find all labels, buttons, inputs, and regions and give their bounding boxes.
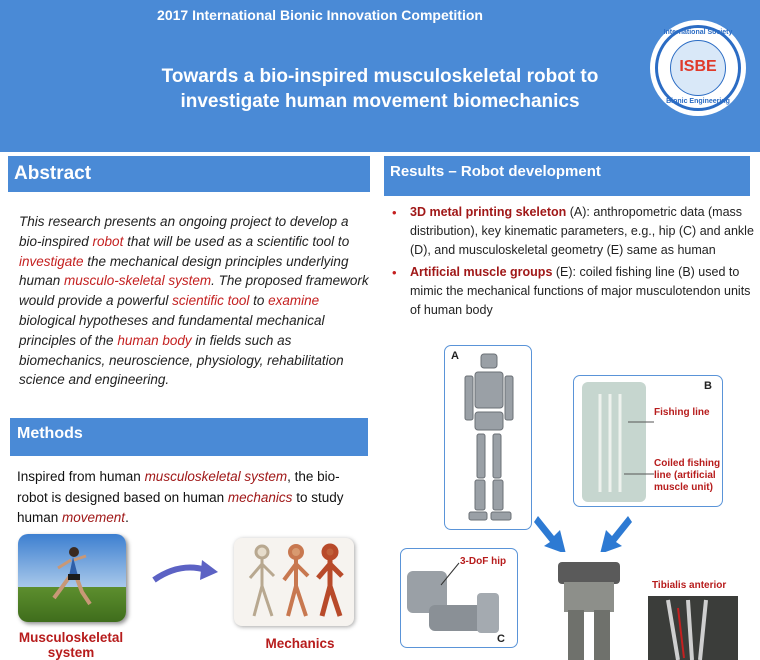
- competition-name: 2017 International Bionic Innovation Competition: [157, 7, 483, 23]
- methods-segment: Inspired from human: [17, 469, 145, 484]
- skeleton-muscle-icon: [234, 538, 354, 626]
- abstract-keyword: human body: [117, 332, 192, 348]
- coiled-line-label: Coiled fishing line (artificial muscle unit): [654, 458, 721, 493]
- abstract-segment: that will be used as a scientific tool to: [123, 233, 350, 249]
- bullet-muscle: [392, 263, 754, 320]
- panel-label-b: B: [704, 380, 712, 392]
- caption-musculoskeletal: Musculoskeletal system: [18, 630, 124, 660]
- robot-skeleton-icon: [445, 346, 532, 530]
- abstract-keyword: examine: [268, 293, 320, 309]
- abstract-keyword: scientific tool: [172, 293, 250, 309]
- bullet-dot-icon: •: [392, 265, 397, 280]
- methods-segment: .: [125, 510, 129, 525]
- abstract-segment: the mechanical design principles underlying human: [19, 253, 349, 289]
- abstract-segment: biological hypotheses and fundamental mechanical principles of the: [19, 312, 325, 348]
- panel-robot-skeleton: [444, 345, 532, 530]
- methods-heading: Methods: [10, 418, 368, 456]
- abstract-segment: This research presents an ongoing project to develop a bio-inspired: [19, 214, 349, 249]
- abstract-keyword: investigate: [19, 253, 84, 269]
- methods-keyword: musculoskeletal system: [144, 469, 288, 484]
- methods-keyword: movement: [62, 510, 126, 525]
- hip-label: 3-DoF hip: [460, 556, 507, 567]
- bullet-text: (A): anthropometric data (mass distribution), key kinematic parameters, e.g., hip (C) and ankle (D), and musculoskeletal geometry (E) same as human: [410, 205, 754, 257]
- bullet-lead: 3D metal printing skeleton: [410, 205, 567, 219]
- methods-segment: , the bio-robot is designed based on human: [17, 469, 340, 505]
- methods-keyword: mechanics: [227, 489, 293, 505]
- results-bullets: [392, 203, 754, 323]
- mechanics-figure: [234, 538, 354, 626]
- logo-text-top: International Society: [663, 29, 733, 36]
- isbe-logo: [650, 20, 746, 116]
- caption-mechanics: Mechanics: [265, 636, 335, 651]
- abstract-segment: . The proposed framework would provide a powerful: [19, 273, 369, 309]
- abstract-keyword: musculo-skeletal system: [64, 273, 212, 289]
- logo-text-bottom: Bionic Engineering: [666, 98, 730, 105]
- curved-arrow-icon: [150, 556, 222, 586]
- bullet-skeleton: [392, 203, 754, 260]
- bullet-dot-icon: •: [392, 205, 397, 220]
- methods-text: [17, 467, 367, 529]
- fishing-line-label: Fishing line: [654, 407, 710, 418]
- panel-ankle-robot: [544, 552, 634, 660]
- tibialis-label: Tibialis anterior: [652, 580, 727, 591]
- robot-ankle-icon: [544, 552, 634, 660]
- abstract-segment: to: [249, 293, 269, 309]
- runner-photo: [18, 534, 126, 622]
- results-heading: Results – Robot development: [384, 156, 750, 196]
- panel-label-a: A: [451, 350, 459, 362]
- panel-label-c: C: [497, 633, 505, 645]
- abstract-keyword: robot: [92, 233, 124, 249]
- poster-title: Towards a bio-inspired musculoskeletal robot to investigate human movement biomechanics: [161, 66, 599, 112]
- methods-segment: to study human: [17, 489, 344, 525]
- logo-mark: ISBE: [679, 58, 717, 75]
- abstract-text: [19, 212, 371, 390]
- abstract-heading: Abstract: [8, 156, 370, 192]
- bullet-lead: Artificial muscle groups: [410, 265, 553, 279]
- bullet-text: (E): coiled fishing line (B) used to mimic the mechanical functions of major musculotendon units of human body: [410, 265, 751, 317]
- runner-icon: [52, 546, 92, 610]
- abstract-segment: in fields such as biomechanics, neuroscience, physiology, rehabilitation science and engineering.: [19, 332, 344, 388]
